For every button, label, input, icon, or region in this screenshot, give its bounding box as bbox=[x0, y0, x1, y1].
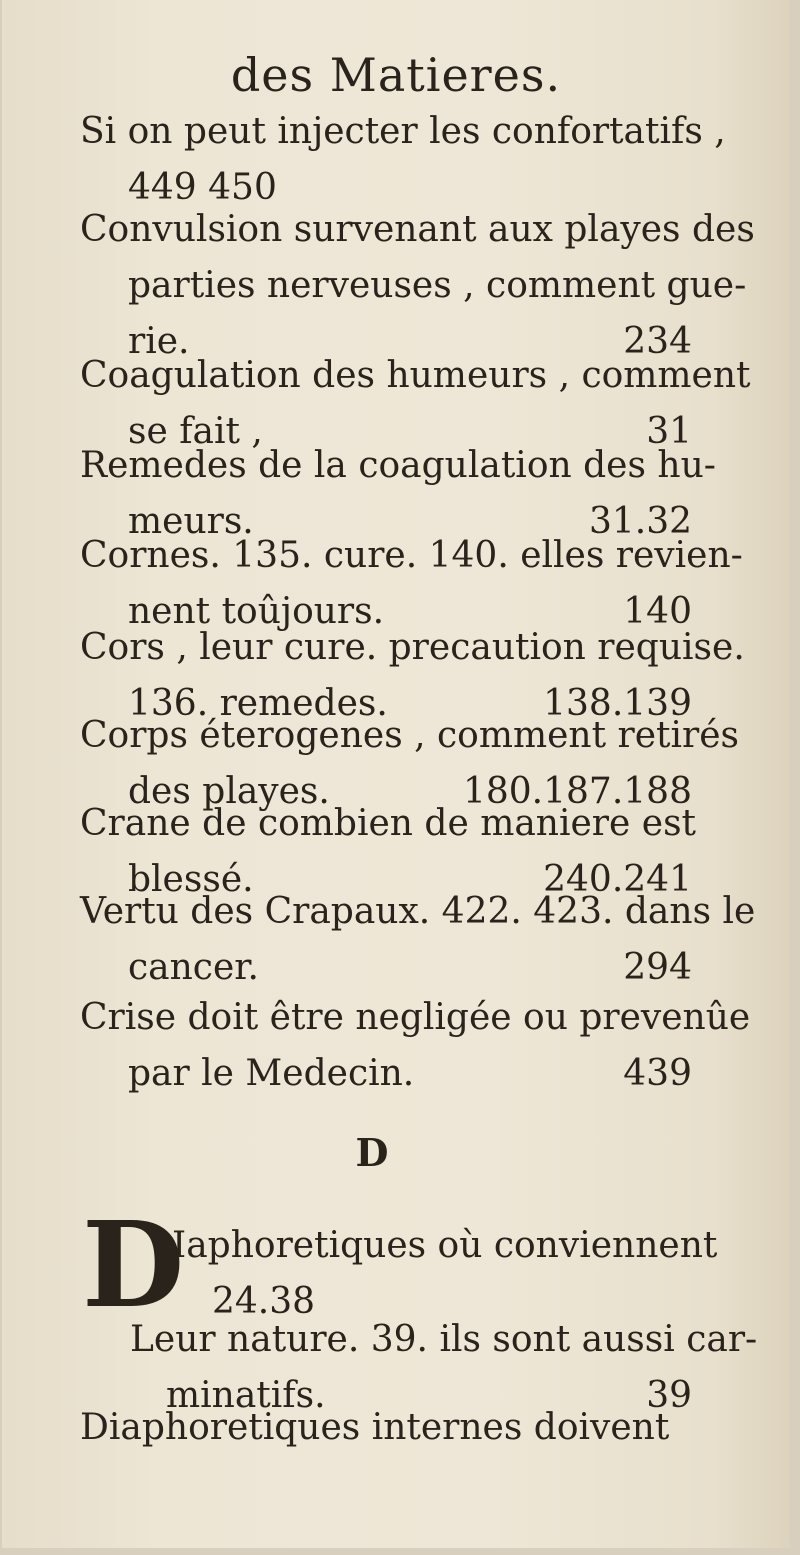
entry-line: Cornes. 135. cure. 140. elles revien- bbox=[80, 535, 743, 576]
entry-line: des playes. 180.187.188 bbox=[80, 764, 692, 820]
entry-line: Crise doit être negligée ou prevenûe bbox=[80, 997, 751, 1038]
entry-line: minatifs. 39 bbox=[130, 1368, 692, 1424]
page-number: 439 bbox=[623, 1053, 692, 1094]
page-number: 39 bbox=[646, 1375, 692, 1416]
index-entry bbox=[80, 884, 756, 996]
page-number: 31 bbox=[646, 411, 692, 452]
entry-line: Leur nature. 39. ils sont aussi car- bbox=[130, 1319, 758, 1360]
entry-line: cancer. 294 bbox=[80, 940, 692, 996]
page-number: 31.32 bbox=[588, 501, 692, 542]
entry-line: rie. 234 bbox=[80, 314, 692, 370]
entry-line: par le Medecin. 439 bbox=[80, 1046, 692, 1102]
book-page bbox=[2, 0, 790, 1548]
entry-line: Diaphoretiques internes doivent bbox=[80, 1407, 670, 1448]
entry-line: Vertu des Crapaux. 422. 423. dans le bbox=[80, 891, 756, 932]
page-number: 180.187.188 bbox=[462, 771, 692, 812]
entry-line: Convulsion survenant aux playes des bbox=[80, 209, 755, 250]
entry-line: blessé. 240.241 bbox=[80, 852, 692, 908]
entry-line: nent toûjours. 140 bbox=[80, 584, 692, 640]
entry-line: 24.38 bbox=[212, 1281, 316, 1322]
entry-line: Corps éterogenes , comment retirés bbox=[80, 715, 739, 756]
entry-line: se fait , 31 bbox=[80, 404, 692, 460]
page-header: des Matieres. bbox=[230, 48, 562, 102]
entry-line: Remedes de la coagulation des hu- bbox=[80, 445, 716, 486]
index-entry bbox=[80, 1400, 692, 1456]
index-entry bbox=[80, 990, 751, 1102]
page-number: 138.139 bbox=[543, 683, 692, 724]
entry-line: Crane de combien de maniere est bbox=[80, 803, 697, 844]
entry-line: 136. remedes. 138.139 bbox=[80, 676, 692, 732]
entry-line: Cors , leur cure. precaution requise. bbox=[80, 627, 745, 668]
entry-line: parties nerveuses , comment gue- bbox=[128, 265, 747, 306]
page-number: 234 bbox=[623, 321, 692, 362]
page-number: 240.241 bbox=[543, 859, 692, 900]
entry-line: Coagulation des humeurs , comment bbox=[80, 355, 751, 396]
section-letter: D bbox=[355, 1130, 389, 1175]
page-number: 140 bbox=[623, 591, 692, 632]
index-entry bbox=[80, 104, 726, 216]
entry-line: Si on peut injecter les confortatifs , bbox=[80, 111, 726, 152]
entry-line: Iaphoretiques où conviennent bbox=[172, 1225, 718, 1266]
index-entry bbox=[80, 202, 755, 370]
page-number: 294 bbox=[623, 947, 692, 988]
entry-line: 449 450 bbox=[128, 167, 277, 208]
entry-line: meurs. 31.32 bbox=[80, 494, 692, 550]
drop-cap: D bbox=[82, 1195, 185, 1334]
